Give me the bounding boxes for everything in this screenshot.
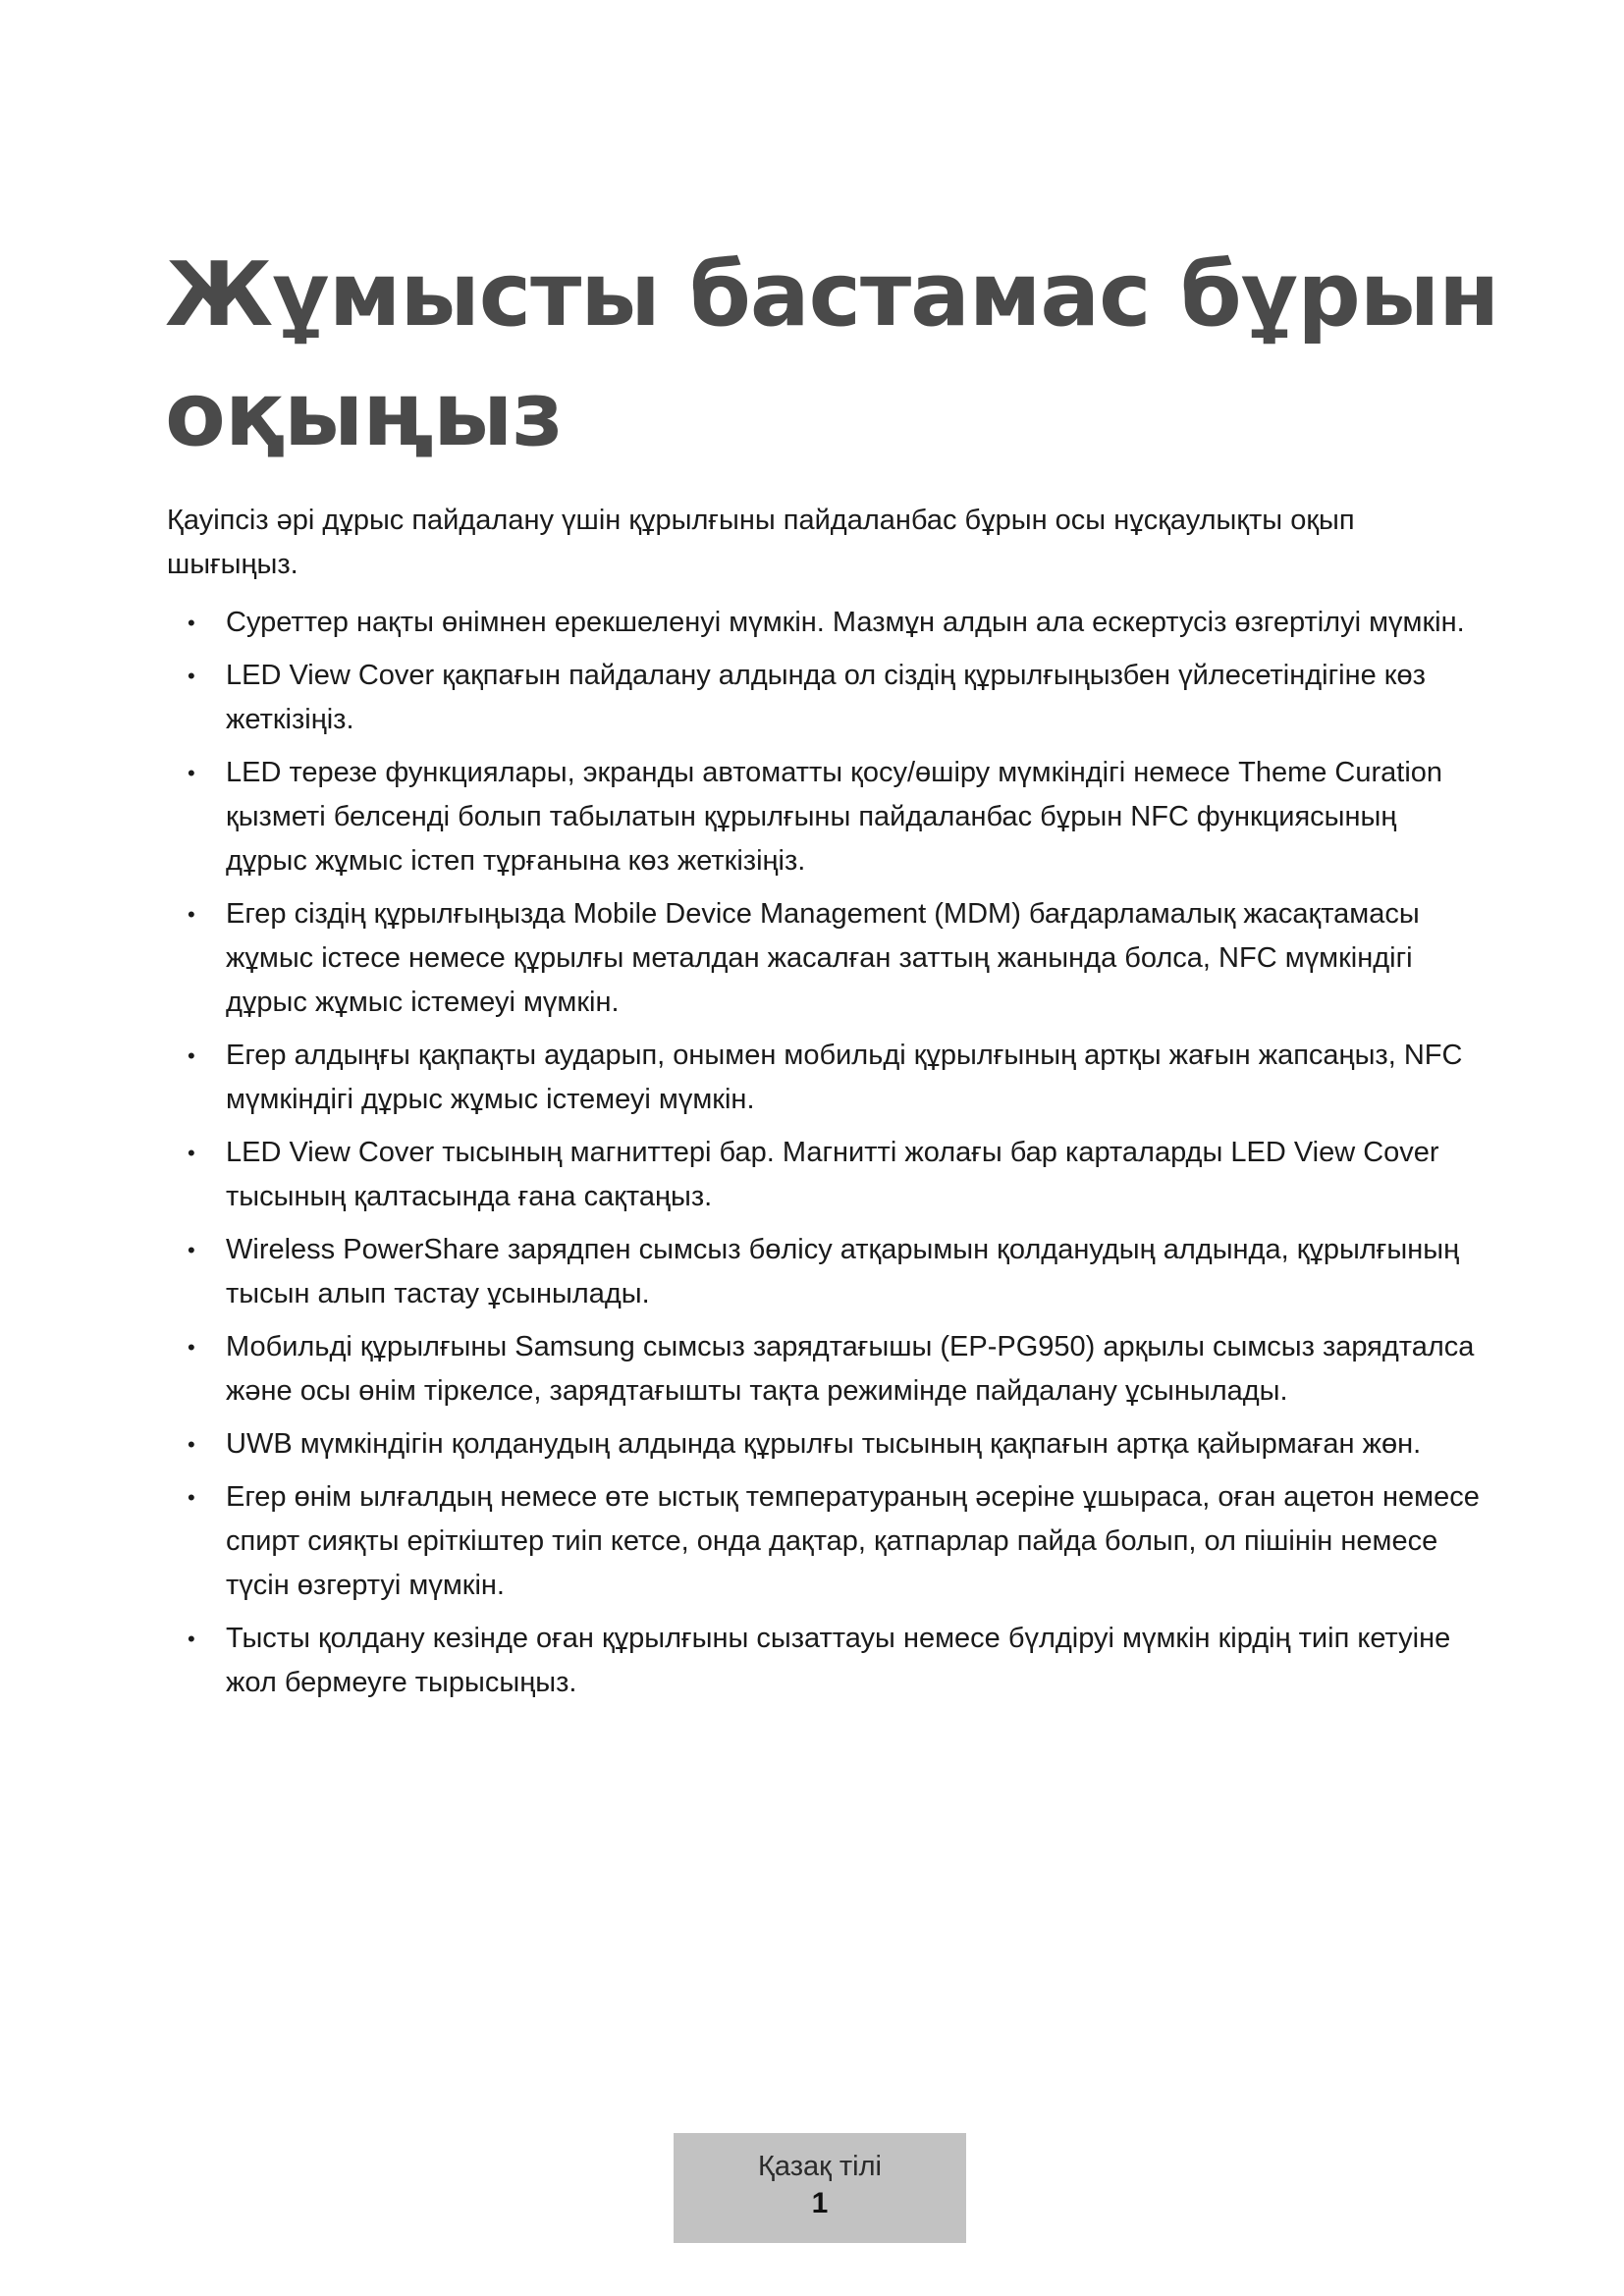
bullet-icon: • (188, 1043, 195, 1068)
list-item-text: LED терезе функциялары, экранды автоматты қосу/өшіру мүмкіндігі немесе Theme Curation қызметі белсенді болып табылатын құрылғыны пайдаланбас бұрын NFC функциясының дұрыс жұмыс істеп тұрғанына көз жеткізіңіз. (226, 757, 1443, 877)
bullet-icon: • (188, 611, 195, 635)
bullet-icon: • (188, 1627, 195, 1651)
list-item (167, 601, 1483, 645)
bullet-icon: • (188, 902, 195, 927)
bullet-icon: • (188, 1238, 195, 1262)
list-item-text: Суреттер нақты өнімнен ерекшеленуі мүмкін. Мазмұн алдын ала ескертусіз өзгертілуі мүмкін. (226, 607, 1465, 638)
list-item (167, 1617, 1483, 1705)
list-item (167, 1228, 1483, 1316)
list-item-text: LED View Cover тысының магниттері бар. Магнитті жолағы бар карталарды LED View Cover тысының қалтасында ғана сақтаңыз. (226, 1137, 1439, 1212)
list-item-text: LED View Cover қақпағын пайдалану алдында ол сіздің құрылғыңызбен үйлесетіндігіне көз жеткізіңіз. (226, 660, 1426, 735)
list-item (167, 1034, 1483, 1122)
footer-language: Қазақ тілі (758, 2151, 882, 2182)
intro-paragraph: Қауіпсіз әрі дұрыс пайдалану үшін құрылғыны пайдаланбас бұрын осы нұсқаулықты оқып шығыңыз. (167, 505, 1355, 580)
list-item-text: Wireless PowerShare зарядпен сымсыз бөлісу атқарымын қолданудың алдында, құрылғының тысын алып тастау ұсынылады. (226, 1234, 1460, 1309)
list-item (167, 1475, 1483, 1608)
list-item (167, 1131, 1483, 1219)
bullet-icon: • (188, 1432, 195, 1457)
list-item (167, 892, 1483, 1025)
list-item (167, 751, 1483, 883)
page-title: Жұмысты бастамас бұрын оқыңыз (165, 243, 1499, 466)
bullet-icon: • (188, 761, 195, 785)
list-item-text: Егер сіздің құрылғыңызда Mobile Device Management (MDM) бағдарламалық жасақтамасы жұмыс істесе немесе құрылғы металдан жасалған заттың жанында болса, NFC мүмкіндігі дұрыс жұмыс істемеуі мүмкін. (226, 898, 1420, 1018)
list-item (167, 1422, 1483, 1467)
list-item-text: Тысты қолдану кезінде оған құрылғыны сызаттауы немесе бүлдіруі мүмкін кірдің тиіп кетуіне жол бермеуге тырысыңыз. (226, 1623, 1451, 1698)
bullet-icon: • (188, 1485, 195, 1510)
page-footer (674, 2133, 966, 2243)
list-item-text: Егер алдыңғы қақпақты аударып, онымен мобильді құрылғының артқы жағын жапсаңыз, NFC мүмкіндігі дұрыс жұмыс істемеуі мүмкін. (226, 1040, 1463, 1115)
list-item (167, 1325, 1483, 1414)
list-item-text: UWB мүмкіндігін қолданудың алдында құрылғы тысының қақпағын артқа қайырмаған жөн. (226, 1428, 1422, 1460)
bullet-icon: • (188, 1335, 195, 1360)
precautions-list (167, 601, 1483, 1714)
bullet-icon: • (188, 664, 195, 688)
list-item-text: Егер өнім ылғалдың немесе өте ыстық температураның әсеріне ұшыраса, оған ацетон немесе спирт сияқты еріткіштер тиіп кетсе, онда дақтар, қатпарлар пайда болып, ол пішінін немесе түсін өзгертуі мүмкін. (226, 1481, 1480, 1601)
page-number: 1 (811, 2187, 829, 2219)
list-item-text: Мобильді құрылғыны Samsung сымсыз зарядтағышы (EP-PG950) арқылы сымсыз зарядталса және осы өнім тіркелсе, зарядтағышты тақта режимінде пайдалану ұсынылады. (226, 1331, 1475, 1407)
bullet-icon: • (188, 1141, 195, 1165)
list-item (167, 654, 1483, 742)
